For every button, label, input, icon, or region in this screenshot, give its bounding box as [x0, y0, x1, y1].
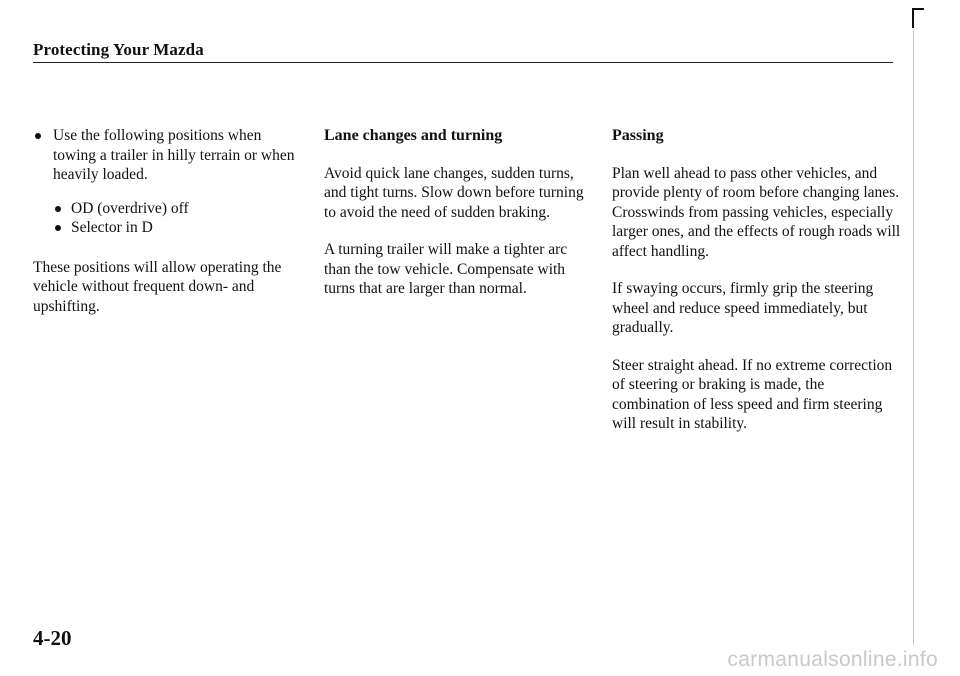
column-lane-changes	[324, 126, 596, 313]
watermark: carmanualsonline.info	[727, 648, 938, 671]
paragraph: Steer straight ahead. If no extreme correction of steering or braking is made, the combination of less speed and firm steering will result in stability.	[612, 356, 893, 432]
bullet-item: Use the following positions when towing a trailer in hilly terrain or when heavily loaded.	[33, 126, 308, 185]
sub-bullet-overdrive: OD (overdrive) off	[33, 199, 308, 219]
header-divider	[33, 62, 893, 63]
section-heading: Lane changes and turning	[324, 127, 503, 144]
paragraph: Crosswinds from passing vehicles, especially larger ones, and the effects of rough roads will affect handling.	[612, 203, 901, 260]
paragraph: These positions will allow operating the vehicle without frequent down- and upshifting.	[33, 258, 282, 315]
column-towing-positions	[33, 126, 308, 330]
column-passing	[612, 126, 902, 448]
sub-bullet-selector: Selector in D	[33, 218, 308, 238]
paragraph: Avoid quick lane changes, sudden turns, and tight turns. Slow down before turning to avoid the need of sudden braking.	[324, 164, 584, 221]
paragraph: If swaying occurs, firmly grip the steering wheel and reduce speed immediately, but gradually.	[612, 280, 874, 336]
crop-mark	[912, 8, 924, 28]
bullet-list	[33, 126, 308, 185]
page-number: 4-20	[33, 626, 72, 650]
paragraph: A turning trailer will make a tighter arc than the tow vehicle. Compensate with turns that are larger than normal.	[324, 241, 568, 297]
page-edge-line	[913, 30, 914, 645]
paragraph: Plan well ahead to pass other vehicles, and provide plenty of room before changing lanes.	[612, 164, 900, 201]
sub-bullet-list	[33, 199, 308, 238]
section-header: Protecting Your Mazda	[33, 40, 204, 59]
section-heading: Passing	[612, 127, 664, 144]
